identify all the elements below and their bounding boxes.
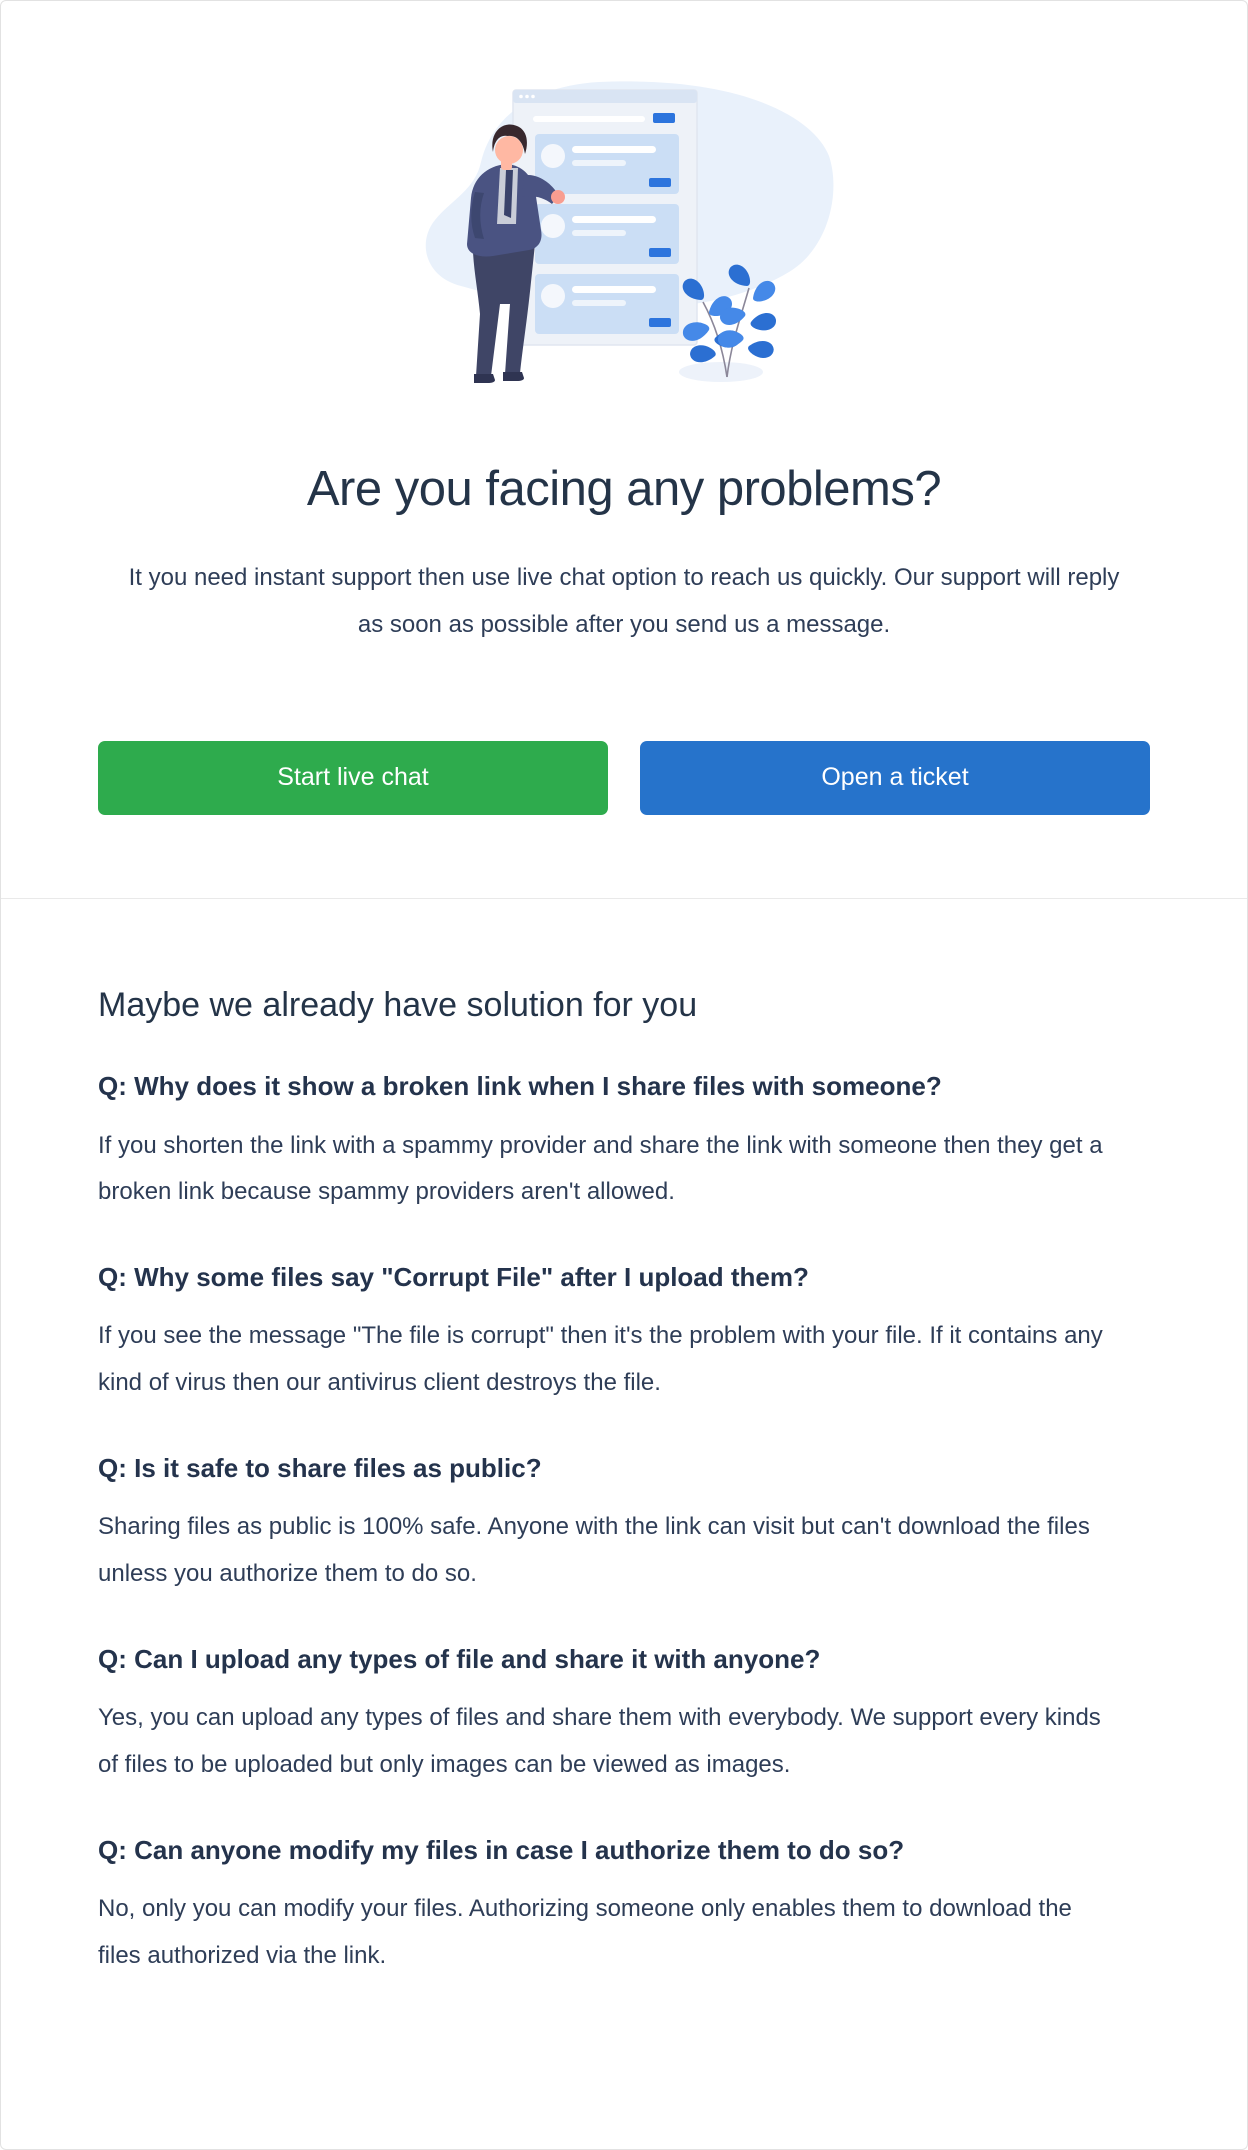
- faq-question: Q: Why does it show a broken link when I share files with someone?: [98, 1071, 942, 1102]
- open-ticket-button[interactable]: Open a ticket: [640, 741, 1150, 815]
- faq-answer: If you see the message "The file is corrupt" then it's the problem with your file. If it contains any kind of virus then our antivirus client destroys the file.: [98, 1322, 1103, 1397]
- faq-answer: Yes, you can upload any types of files and share them with everybody. We support every kinds of files to be uploaded but only images can be viewed as images.: [98, 1703, 1101, 1778]
- page-title: Are you facing any problems?: [306, 462, 942, 516]
- hero-section: [1, 1, 1247, 898]
- faq-question: Q: Why some files say "Corrupt File" after I upload them?: [98, 1262, 809, 1293]
- faq-question: Q: Can anyone modify my files in case I authorize them to do so?: [98, 1834, 905, 1865]
- faq-section: [1, 899, 1247, 2100]
- faq-item: [98, 1644, 1150, 1789]
- plant-shadow: [679, 362, 763, 382]
- faq-title: Maybe we already have solution for you: [98, 985, 698, 1024]
- faq-item: [98, 1835, 1150, 1980]
- start-live-chat-button[interactable]: Start live chat: [98, 741, 608, 815]
- faq-answer: If you shorten the link with a spammy provider and share the link with someone then they get a broken link because spammy providers aren't allowed.: [98, 1131, 1103, 1206]
- faq-question: Q: Can I upload any types of file and share it with anyone?: [98, 1643, 821, 1674]
- faq-item: [98, 1262, 1150, 1407]
- faq-item: [98, 1071, 1150, 1216]
- faq-answer: Sharing files as public is 100% safe. Anyone with the link can visit but can't download the files unless you authorize them to do so.: [98, 1513, 1090, 1587]
- faq-answer: No, only you can modify your files. Authorizing someone only enables them to download the files authorized via the link.: [98, 1894, 1072, 1969]
- faq-question: Q: Is it safe to share files as public?: [98, 1452, 542, 1483]
- man-pointing-at-board-illustration: [409, 67, 839, 397]
- hero-description: It you need instant support then use live chat option to reach us quickly. Our support will reply as soon as possible after you send us a message.: [128, 564, 1120, 638]
- support-illustration: [409, 67, 839, 397]
- faq-item: [98, 1453, 1150, 1598]
- message-board: [513, 90, 697, 345]
- hero-actions: [1, 741, 1247, 815]
